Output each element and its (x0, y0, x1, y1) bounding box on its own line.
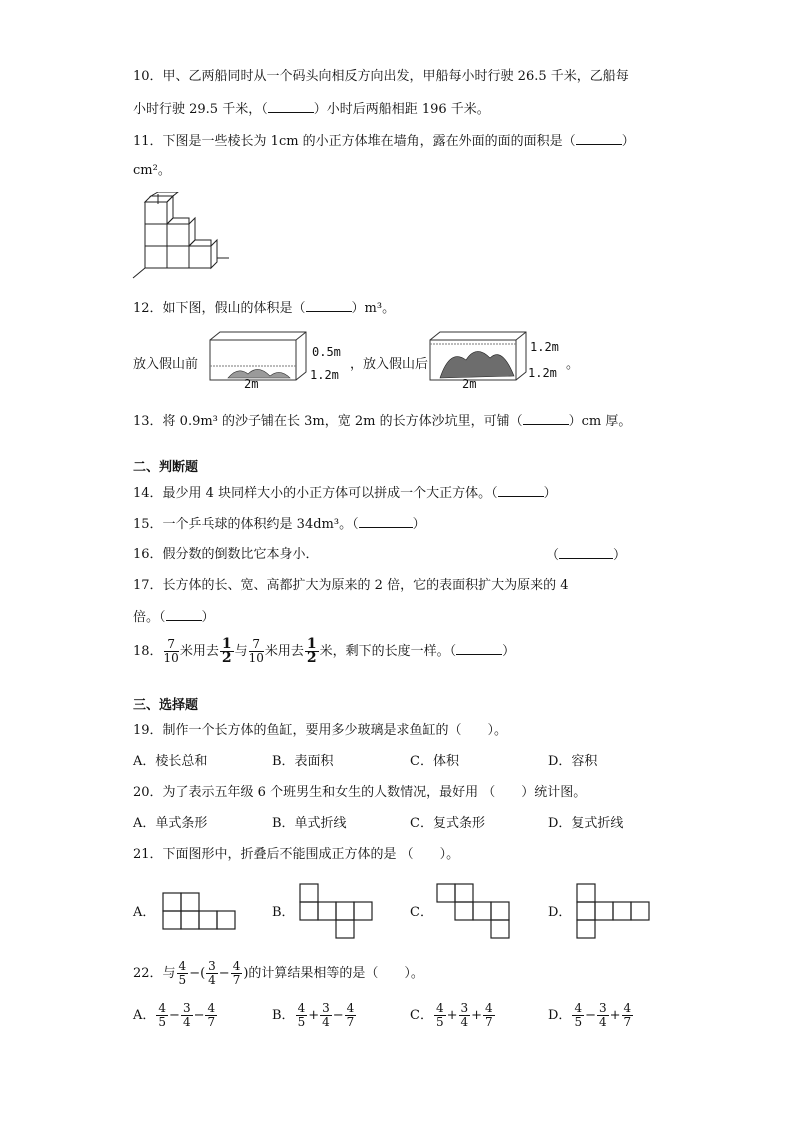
q18-fraction-2: $\frac{1}{2}$ (221, 636, 232, 666)
q10-answer-blank[interactable] (268, 100, 314, 113)
q10-line2 (133, 100, 490, 119)
q22-d-frac-3: $\frac{4}{7}$ (623, 1001, 632, 1029)
q16-answer (546, 546, 626, 565)
q17-answer-blank[interactable] (166, 608, 202, 621)
q22-a-op-1: − (169, 1008, 180, 1023)
q18-answer-blank[interactable] (456, 642, 502, 655)
q21-net-a (162, 892, 238, 932)
q15-text-end: ） (412, 517, 426, 532)
q10-text-a: 小时行驶 29.5 千米，（ (133, 102, 268, 117)
q22-b-op-2: − (332, 1008, 344, 1023)
q22-option-d[interactable] (548, 1000, 634, 1032)
q22-option-a[interactable] (133, 1000, 218, 1032)
q11-line1 (133, 132, 635, 151)
q20-stem: 20．为了表示五年级 6 个班男生和女生的人数情况，最好用 （ ）统计图。 (133, 785, 587, 800)
q22-option-b-letter: B． (272, 1008, 295, 1023)
q22-frac-1: $\frac{4}{5}$ (178, 959, 187, 987)
q16-answer-blank[interactable] (559, 546, 613, 559)
q22-b-op-1: + (308, 1008, 320, 1023)
q10-line1: 10．甲、乙两船同时从一个码头向相反方向出发，甲船每小时行驶 26.5 千米，乙船每 (133, 69, 629, 84)
q19-option-b[interactable]: B．表面积 (272, 754, 334, 769)
q22-d-op-1: − (585, 1008, 596, 1023)
q22-stem (133, 958, 424, 990)
q18-fraction-4: $\frac{1}{2}$ (306, 636, 317, 666)
q22-frac-2: $\frac{3}{4}$ (208, 959, 216, 987)
q20-option-b[interactable]: B．单式折线 (272, 816, 347, 831)
q14-text: 14．最少用 4 块同样大小的小正方体可以拼成一个大正方体。（ (133, 486, 498, 501)
q22-a-frac-2: $\frac{3}{4}$ (182, 1001, 191, 1029)
q22-d-frac-1: $\frac{4}{5}$ (574, 1001, 583, 1029)
q11-answer-blank[interactable] (576, 132, 622, 145)
q22-a-op-2: − (193, 1008, 205, 1023)
q12-after-height: 1.2m (530, 340, 559, 354)
q20-option-c[interactable]: C．复式条形 (410, 816, 485, 831)
q10-text-b: ）小时后两船相距 196 千米。 (313, 102, 490, 117)
q22-c-frac-2: $\frac{3}{4}$ (460, 1001, 469, 1029)
q18-fraction-1: $\frac{7}{10}$ (163, 637, 179, 665)
q12-after-width: 1.2m (528, 366, 557, 380)
section-choice-heading: 三、选择题 (133, 698, 199, 713)
q22-c-frac-1: $\frac{4}{5}$ (435, 1001, 444, 1029)
q22-op-2: − (218, 966, 230, 981)
q21-net-d (576, 883, 656, 941)
q22-option-a-letter: A． (133, 1008, 156, 1023)
q12-answer-blank[interactable] (306, 299, 352, 312)
q14-text-end: ） (543, 486, 557, 501)
q22-d-op-2: + (609, 1008, 621, 1023)
q19-option-a[interactable]: A．棱长总和 (133, 754, 208, 769)
q17-line2 (133, 608, 215, 627)
q12-after-length: 2m (462, 377, 477, 391)
q13-line (133, 412, 631, 431)
q21-net-c (436, 883, 516, 941)
q14-line (133, 484, 557, 503)
q18-text-2: 与 (234, 644, 248, 659)
q16-paren-close: ） (613, 548, 627, 563)
q12-before-label: 放入假山前 (133, 357, 199, 372)
q15-line (133, 515, 426, 534)
q12-middle-text: ，放入假山后 (350, 357, 429, 372)
q18-fraction-3: $\frac{7}{10}$ (248, 637, 264, 665)
q22-option-b[interactable] (272, 1000, 357, 1032)
q18-text-3: 米用去 (264, 644, 304, 659)
q11-text-a: 11．下图是一些棱长为 1cm 的小正方体堆在墙角，露在外面的面的面积是（ (133, 134, 576, 149)
q13-answer-blank[interactable] (523, 412, 569, 425)
q22-c-op-1: + (446, 1008, 458, 1023)
q17-text-end: ） (201, 610, 215, 625)
q12-before-width: 1.2m (310, 368, 339, 382)
q18-number: 18． (133, 644, 163, 659)
q22-text: 的计算结果相等的是（ ）。 (248, 966, 424, 981)
q22-b-frac-1: $\frac{4}{5}$ (297, 1001, 306, 1029)
q11-line2: cm²。 (133, 163, 171, 178)
q11-text-b: ） (621, 134, 635, 149)
q22-c-op-2: + (471, 1008, 483, 1023)
q12-text-b: ）m³。 (351, 301, 396, 316)
q12-tank-after (428, 330, 528, 382)
q22-number: 22．与 (133, 966, 176, 981)
q22-a-frac-1: $\frac{4}{5}$ (158, 1001, 167, 1029)
q18-text-5: ） (502, 644, 516, 659)
q21-option-c[interactable]: C． (410, 905, 433, 920)
q22-option-c[interactable] (410, 1000, 496, 1032)
q22-a-frac-3: $\frac{4}{7}$ (207, 1001, 216, 1029)
q21-option-a[interactable]: A． (133, 905, 156, 920)
q19-stem: 19．制作一个长方体的鱼缸，要用多少玻璃是求鱼缸的（ ）。 (133, 723, 508, 738)
q13-text-b: ）cm 厚。 (568, 414, 632, 429)
q22-op-3: ) (243, 966, 249, 981)
q15-answer-blank[interactable] (359, 515, 413, 528)
q17-line1: 17．长方体的长、宽、高都扩大为原来的 2 倍，它的表面积扩大为原来的 4 (133, 578, 569, 593)
q20-option-a[interactable]: A．单式条形 (133, 816, 208, 831)
section-judgment-heading: 二、判断题 (133, 460, 199, 475)
q18-text-4: 米，剩下的长度一样。（ (319, 644, 457, 659)
q12-before-height: 0.5m (312, 345, 341, 359)
q21-option-b[interactable]: B． (272, 905, 295, 920)
q16-paren-open: （ (546, 548, 560, 563)
q22-op-1: −( (189, 966, 206, 981)
q22-b-frac-3: $\frac{4}{7}$ (346, 1001, 355, 1029)
q18-line (133, 636, 515, 668)
q22-frac-3: $\frac{4}{7}$ (232, 959, 241, 987)
q12-tank-before (208, 330, 308, 382)
q17-text: 倍。（ (133, 610, 166, 625)
q20-option-d[interactable]: D．复式折线 (548, 816, 624, 831)
q12-line (133, 299, 395, 318)
q22-d-frac-2: $\frac{3}{4}$ (598, 1001, 607, 1029)
q11-cube-figure (130, 192, 230, 280)
q21-option-d[interactable]: D． (548, 905, 572, 920)
q15-text: 15．一个乒乓球的体积约是 34dm³。（ (133, 517, 359, 532)
q19-option-d[interactable]: D．容积 (548, 754, 598, 769)
q13-text-a: 13．将 0.9m³ 的沙子铺在长 3m，宽 2m 的长方体沙坑里，可铺（ (133, 414, 523, 429)
q12-before-length: 2m (244, 377, 259, 391)
q18-text-1: 米用去 (179, 644, 219, 659)
q21-stem: 21．下面图形中，折叠后不能围成正方体的是 （ ）。 (133, 847, 460, 862)
q21-net-b (299, 883, 379, 941)
q22-option-c-letter: C． (410, 1008, 433, 1023)
q12-end-mark: 。 (566, 357, 580, 372)
q12-text-a: 12．如下图，假山的体积是（ (133, 301, 306, 316)
q22-option-d-letter: D． (548, 1008, 572, 1023)
q14-answer-blank[interactable] (498, 484, 544, 497)
q16-line: 16．假分数的倒数比它本身小． (133, 547, 319, 562)
q22-b-frac-2: $\frac{3}{4}$ (322, 1001, 330, 1029)
q22-c-frac-3: $\frac{4}{7}$ (485, 1001, 493, 1029)
q19-option-c[interactable]: C．体积 (410, 754, 459, 769)
